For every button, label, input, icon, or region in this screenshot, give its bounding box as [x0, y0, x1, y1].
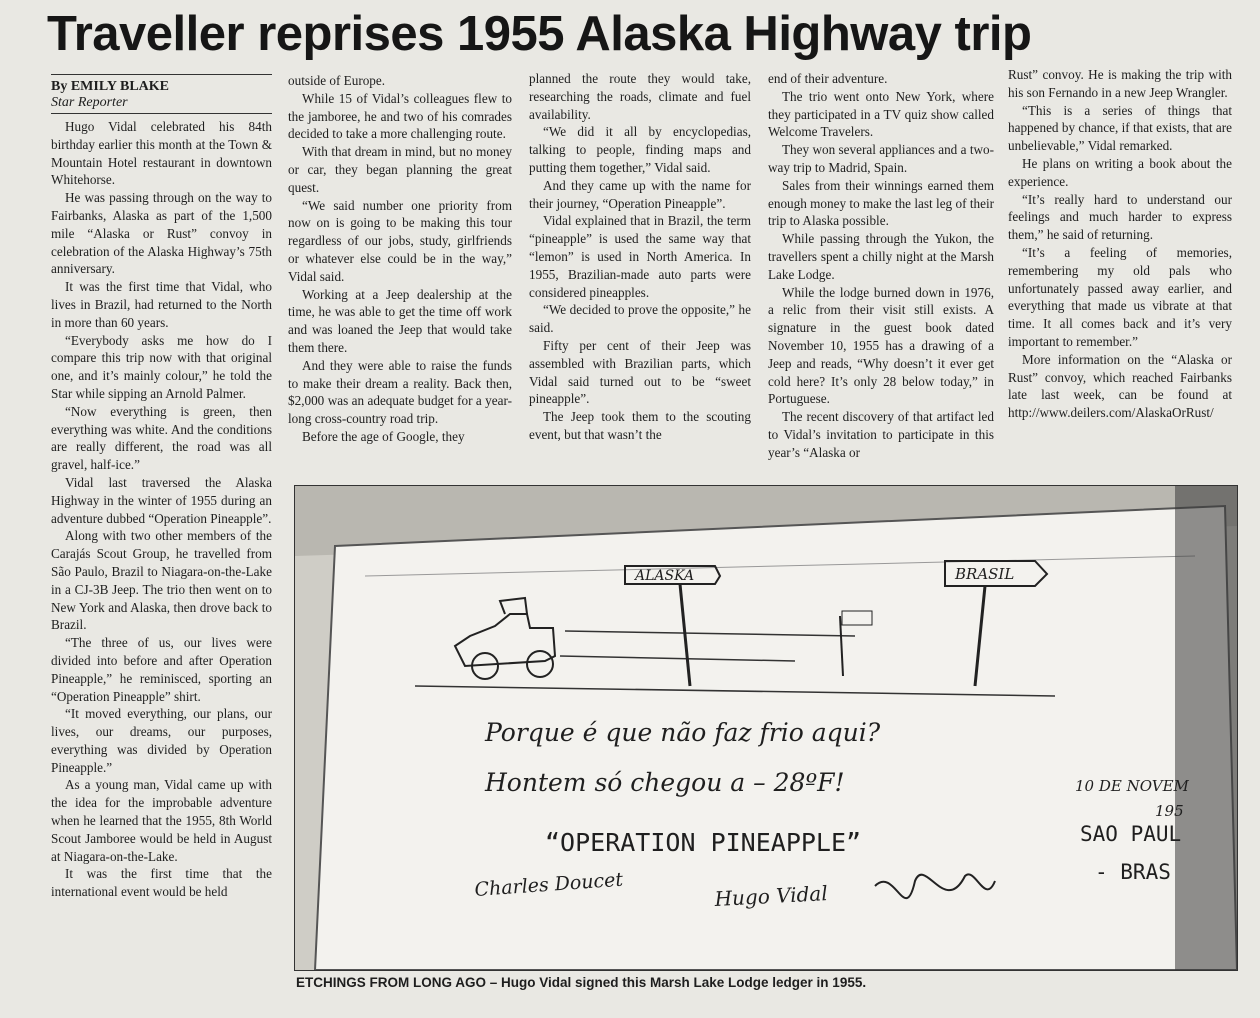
paragraph: “It’s a feeling of memories, remembering my old pals who unfortunately passed away earlier, and everything that made us vibrate at that time. It all comes back and it’s very important to remember.” — [1008, 244, 1232, 349]
paragraph: Sales from their winnings earned them enough money to make the last leg of their trip to Alaska possible. — [768, 177, 994, 229]
column-body — [1008, 102, 1232, 422]
paragraph: Fifty per cent of their Jeep was assembled with Brazilian parts, which Vidal said turned out to be “sweet pineapple”. — [529, 337, 751, 407]
paragraph: He was passing through on the way to Fairbanks, Alaska as part of the 1,500 mile “Alaska or Rust” convoy in celebration of the Alaska Highway’s 75th anniversary. — [51, 190, 272, 277]
sign-alaska-text: ALASKA — [635, 568, 695, 584]
paragraph-continued: end of their adventure. — [768, 71, 888, 86]
ledger-place-line-2: - BRAS — [1095, 860, 1171, 884]
paragraph: While passing through the Yukon, the travellers spent a chilly night at the Marsh Lake Lodge. — [768, 231, 994, 282]
article-column-3 — [529, 70, 751, 444]
paragraph: “The three of us, our lives were divided into before and after Operation Pineapple,” he reminisced, sporting an “Operation Pineapple” shirt. — [51, 635, 272, 704]
paragraph: Before the age of Google, they — [302, 428, 465, 444]
signature-charles-doucet: Charles Doucet — [473, 868, 624, 901]
paragraph: The Jeep took them to the scouting event, but that wasn’t the — [529, 409, 751, 442]
paragraph: “This is a series of things that happened by chance, if that exists, that are unbelievable,” Vidal remarked. — [1008, 102, 1232, 154]
column-body — [768, 88, 994, 462]
paragraph: “We said number one priority from now on is going to be making this tour regardless of our jobs, study, girlfriends or whatever else could be in the way,” Vidal said. — [288, 197, 512, 284]
paragraph: And they were able to raise the funds to make their dream a reality. Back then, $2,000 was an adequate budget for a year-long cross-country road trip. — [288, 357, 512, 427]
signature-hugo-vidal: Hugo Vidal — [714, 881, 829, 911]
paragraph: They won several appliances and a two-way trip to Madrid, Spain. — [768, 142, 994, 175]
paragraph: He plans on writing a book about the experience. — [1008, 155, 1232, 189]
paragraph: “It moved everything, our plans, our lives, our dreams, our purposes, everything was divided by Operation Pineapple.” — [51, 706, 272, 775]
paragraph: It was the first time that the international event would be held — [51, 866, 272, 900]
ledger-place-line-1: SAO PAUL — [1080, 822, 1182, 846]
byline-author: By EMILY BLAKE — [51, 79, 169, 94]
article-column-1 — [51, 74, 272, 901]
paragraph: The recent discovery of that artifact led to Vidal’s invitation to participate in this year’s “Alaska or — [768, 409, 994, 460]
handwritten-line-2: Hontem só chegou a – 28ºF! — [485, 768, 845, 797]
article-column-4 — [768, 70, 994, 462]
paragraph: Along with two other members of the Carajás Scout Group, he travelled from São Paulo, Brazil to Niagara-on-the-Lake in a CJ-3B Jeep. The trio then went on to New York and Alaska, then drove back to Brazil. — [51, 528, 272, 633]
paragraph-continued: planned the route they would take, researching the roads, climate and fuel availability. — [529, 71, 751, 122]
paragraph: More information on the “Alaska or Rust” convoy, which reached Fairbanks late last week, can be found at http://www.deilers.com/AlaskaOrRust/ — [1008, 351, 1232, 421]
paragraph: Vidal explained that in Brazil, the term “pineapple” is used the same way that “lemon” is used in North America. In 1955, Brazilian-made auto parts were considered pineapples. — [529, 213, 751, 300]
paragraph: While the lodge burned down in 1976, a relic from their visit still exists. A signature in the guest book dated November 10, 1955 has a drawing of a Jeep and reads, “Why doesn’t it ever get cold here? It’s only 28 below today,” in Portuguese. — [768, 284, 994, 407]
byline-role: Star Reporter — [51, 95, 272, 114]
photo-caption: ETCHINGS FROM LONG AGO – Hugo Vidal signed this Marsh Lake Lodge ledger in 1955. — [296, 975, 867, 990]
ledger-motto: “OPERATION PINEAPPLE” — [545, 828, 862, 857]
ledger-date-line-1: 10 DE NOVEM — [1075, 777, 1189, 795]
handwritten-line-1: Porque é que não faz frio aqui? — [485, 718, 881, 747]
column-body — [51, 118, 272, 901]
paragraph: The trio went onto New York, where they participated in a TV quiz show called Welcome Travelers. — [768, 88, 994, 140]
paragraph: Hugo Vidal celebrated his 84th birthday earlier this month at the Town & Mountain Hotel restaurant in downtown Whitehorse. — [51, 119, 272, 188]
byline — [51, 74, 272, 114]
paragraph: “Now everything is green, then everything was white. And the conditions are really different, the road was all gravel, half-ice.” — [51, 403, 272, 473]
headline: Traveller reprises 1955 Alaska Highway trip — [47, 7, 1032, 61]
paragraph: Vidal last traversed the Alaska Highway in the winter of 1955 during an adventure dubbed “Operation Pineapple”. — [51, 474, 272, 526]
paragraph: And they came up with the name for their journey, “Operation Pineapple”. — [529, 177, 751, 211]
column-body — [529, 123, 751, 443]
paragraph: With that dream in mind, but no money or car, they began planning the great quest. — [288, 144, 512, 195]
ledger-photo — [294, 485, 1238, 971]
article-column-2 — [288, 72, 512, 446]
ledger-date-line-2: 195 — [1155, 802, 1184, 820]
ledger-illustration — [295, 486, 1237, 970]
paragraph: As a young man, Vidal came up with the idea for the improbable adventure when he learned that the 1955, 8th World Scout Jamboree would be held in August at Niagara-on-the-Lake. — [51, 777, 272, 864]
sign-brasil-text: BRASIL — [955, 565, 1015, 583]
paragraph: “Everybody asks me how do I compare this trip now with that original one, and it’s mainly colour,” he told the Star while sipping an Arnold Palmer. — [51, 332, 272, 401]
article-column-5 — [1008, 66, 1232, 422]
paragraph: “We decided to prove the opposite,” he said. — [529, 302, 751, 336]
column-body — [288, 90, 512, 446]
paragraph: Working at a Jeep dealership at the time, he was able to get the time off work and was loaned the Jeep that would take them there. — [288, 286, 512, 355]
paragraph: “It’s really hard to understand our feelings and much harder to express them,” he said of returning. — [1008, 191, 1232, 243]
paragraph: While 15 of Vidal’s colleagues flew to the jamboree, he and two of his comrades decided to take a more challenging route. — [288, 90, 512, 142]
paragraph: “We did it all by encyclopedias, talking to people, finding maps and putting them together,” Vidal said. — [529, 124, 751, 175]
paragraph: It was the first time that Vidal, who lives in Brazil, had returned to the North in more than 60 years. — [51, 279, 272, 330]
paragraph-continued: outside of Europe. — [288, 73, 386, 88]
paragraph-continued: Rust” convoy. He is making the trip with his son Fernando in a new Jeep Wrangler. — [1008, 67, 1232, 100]
